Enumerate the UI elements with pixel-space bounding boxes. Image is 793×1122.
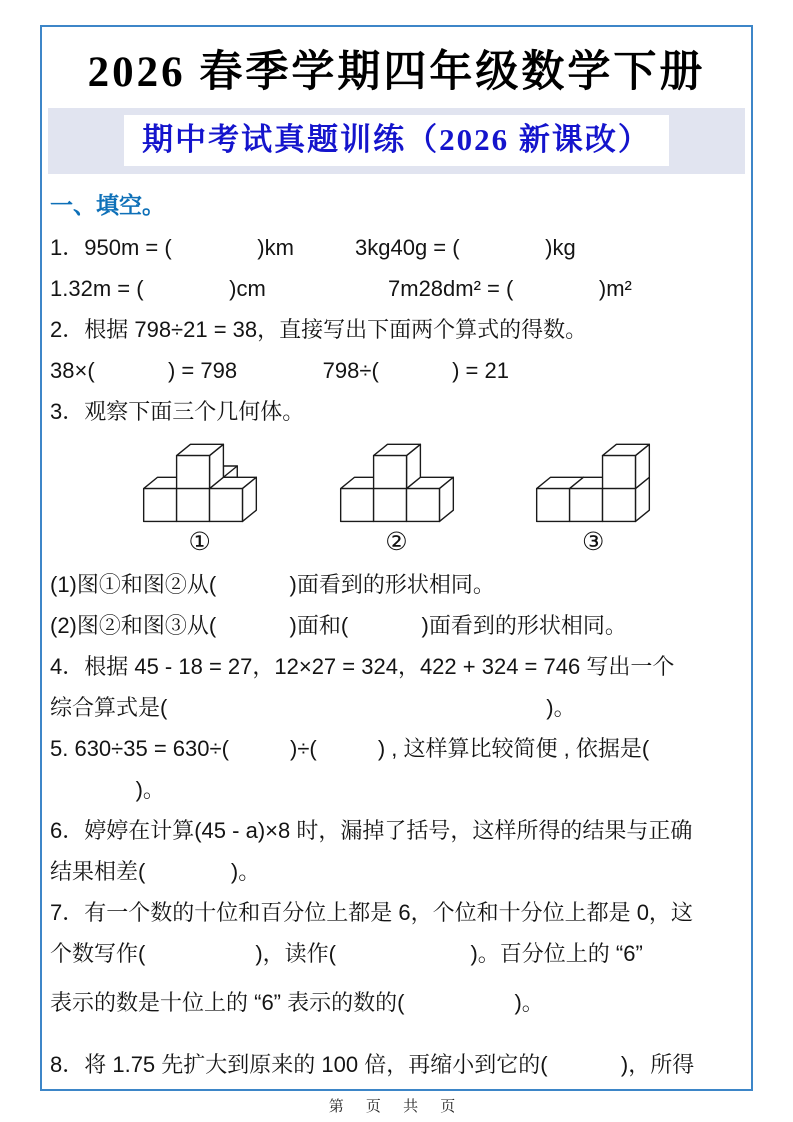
fill-blank-line: 5. 630÷35 = 630÷( )÷( ) , 这样算比较简便 , 依据是(	[50, 735, 650, 761]
page-title: 2026 春季学期四年级数学下册	[87, 49, 706, 96]
cube-figure-2-drawing	[332, 433, 462, 525]
cube-figure-3-drawing	[528, 433, 658, 525]
worksheet-frame	[40, 25, 753, 1091]
fill-blank-line: (2)图②和图③从( )面和( )面看到的形状相同。	[50, 612, 627, 638]
subtitle-band	[48, 108, 745, 174]
fill-blank-line: 8．将 1.75 先扩大到原来的 100 倍，再缩小到它的( )，所得	[50, 1051, 695, 1077]
fill-blank-line: )。	[50, 776, 165, 802]
fill-blank-line: 1.32m = ( )cm 7m28dm² = ( )m²	[50, 275, 632, 301]
cube-figure-3	[528, 433, 658, 557]
fill-blank-line: 38×( ) = 798 798÷( ) = 21	[50, 357, 509, 383]
subtitle-text: 期中考试真题训练（2026 新课改）	[142, 122, 651, 158]
geometry-figures-row	[48, 433, 745, 557]
fill-blank-line: 个数写作( )，读作( )。百分位上的 “6”	[50, 940, 643, 966]
figure-label-1: ①	[188, 528, 211, 556]
fill-blank-line: 1．950m = ( )km 3kg40g = ( )kg	[50, 234, 576, 260]
page-footer: 第 页 共 页	[328, 1098, 465, 1115]
fill-blank-line: 结果相差( )。	[50, 858, 261, 884]
figure-label-3: ③	[582, 528, 605, 556]
fill-blank-line: 2．根据 798÷21 = 38，直接写出下面两个算式的得数。	[50, 316, 588, 342]
fill-blank-line: 4．根据 45 - 18 = 27，12×27 = 324，422 + 324 = 746 写出一个	[50, 653, 675, 679]
cube-figure-2	[332, 433, 462, 557]
figure-label-2: ②	[385, 528, 408, 556]
fill-blank-line: 7．有一个数的十位和百分位上都是 6，个位和十分位上都是 0，这	[50, 899, 693, 925]
fill-blank-line: 表示的数是十位上的 “6” 表示的数的( )。	[50, 989, 544, 1015]
fill-blank-line: 6．婷婷在计算(45 - a)×8 时，漏掉了括号，这样所得的结果与正确	[50, 817, 693, 843]
cube-figure-1-drawing	[135, 433, 265, 525]
cube-figure-1	[135, 433, 265, 557]
fill-blank-line: (1)图①和图②从( )面看到的形状相同。	[50, 571, 495, 597]
fill-blank-line: 3．观察下面三个几何体。	[50, 398, 305, 424]
fill-blank-line: 综合算式是( )。	[50, 694, 576, 720]
subtitle-box	[124, 115, 669, 166]
section-heading-fill-blanks: 一、填空。	[50, 191, 165, 218]
